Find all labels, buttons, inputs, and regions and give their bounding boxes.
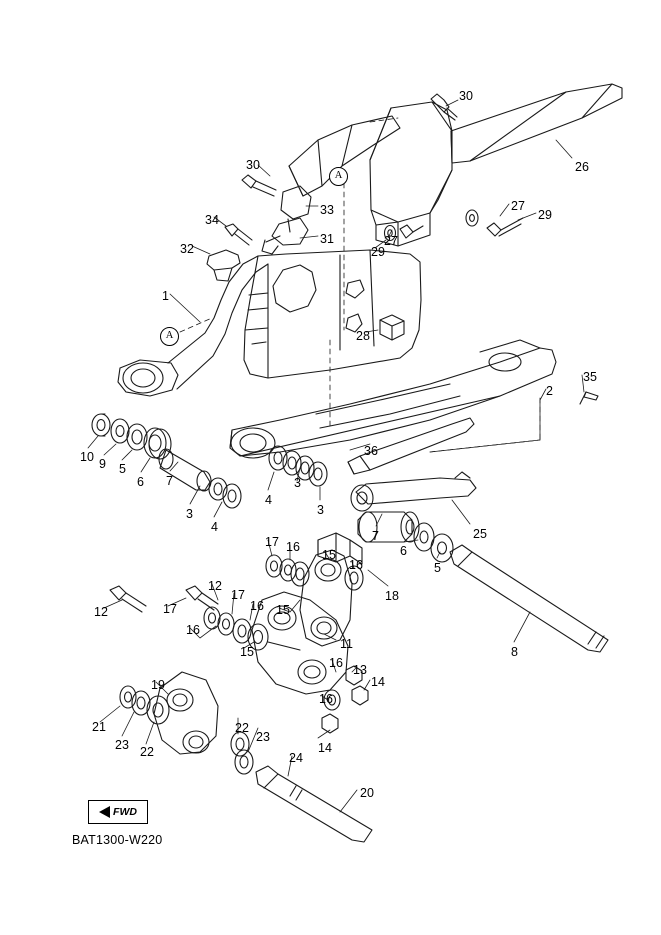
- part-number-label: 16: [186, 623, 200, 637]
- part-upper-bracket: [370, 102, 452, 246]
- part-number-label: 17: [265, 535, 279, 549]
- part-relay-rod-25: [351, 472, 476, 511]
- part-number-label: 5: [434, 561, 441, 575]
- part-connecting-rod-15-upper: [300, 550, 352, 646]
- part-number-label: 3: [186, 507, 193, 521]
- part-number-label: 30: [459, 89, 473, 103]
- part-number-label: 3: [294, 476, 301, 490]
- washers-16-17-mid: [204, 607, 268, 650]
- part-upper-arm-26: [451, 84, 622, 163]
- part-number-label: 7: [166, 474, 173, 488]
- part-32-clamp: [207, 250, 240, 281]
- part-number-label: 24: [289, 751, 303, 765]
- part-number-label: 14: [318, 741, 332, 755]
- section-callout-a-top: A: [329, 167, 348, 186]
- part-number-label: 29: [371, 245, 385, 259]
- part-number-label: 5: [119, 462, 126, 476]
- part-number-label: 32: [180, 242, 194, 256]
- part-number-label: 2: [546, 384, 553, 398]
- left-arrow-icon: [99, 806, 110, 818]
- part-number-label: 20: [360, 786, 374, 800]
- part-number-label: 25: [473, 527, 487, 541]
- part-number-label: 34: [205, 213, 219, 227]
- part-number-label: 35: [583, 370, 597, 384]
- part-number-label: 4: [265, 493, 272, 507]
- part-number-label: 27: [384, 234, 398, 248]
- part-number-label: 11: [340, 637, 353, 651]
- part-number-label: 1: [162, 289, 169, 303]
- part-number-label: 4: [211, 520, 218, 534]
- part-number-label: 14: [371, 675, 385, 689]
- section-callout-a-left: A: [160, 327, 179, 346]
- part-number-label: 16: [286, 540, 300, 554]
- part-number-label: 22: [235, 721, 249, 735]
- part-number-label: 15: [322, 548, 336, 562]
- part-number-label: 7: [372, 529, 379, 543]
- part-number-label: 29: [538, 208, 552, 222]
- washer-5-center: [431, 534, 453, 562]
- part-swingarm-lower-2: [230, 340, 556, 458]
- part-number-label: 17: [231, 588, 245, 602]
- fwd-label: FWD: [113, 806, 137, 818]
- part-number-label: 10: [80, 450, 94, 464]
- part-number-label: 15: [276, 603, 290, 617]
- part-number-label: 18: [385, 589, 399, 603]
- part-number-label: 30: [246, 158, 260, 172]
- bolt-20: [256, 766, 372, 842]
- part-number-label: 16: [349, 558, 363, 572]
- part-number-label: 33: [320, 203, 334, 217]
- bolt-34: [225, 224, 252, 245]
- nut-28: [380, 315, 404, 340]
- part-number-label: 9: [99, 457, 106, 471]
- part-swingarm-1: [118, 250, 421, 396]
- part-number-label: 16: [329, 656, 343, 670]
- bolt-30-left: [242, 175, 276, 196]
- part-number-label: 23: [115, 738, 129, 752]
- part-number-label: 28: [356, 329, 370, 343]
- fwd-orientation-marker: [88, 800, 148, 824]
- part-number-label: 8: [511, 645, 518, 659]
- part-number-label: 12: [208, 579, 222, 593]
- bolt-12-left: [110, 586, 146, 612]
- collar-7-center: [358, 512, 419, 542]
- part-number-label: 31: [320, 232, 334, 246]
- bolt-8: [450, 545, 608, 652]
- part-number-label: 23: [256, 730, 270, 744]
- axle-collar-stack-left: [92, 414, 241, 508]
- part-35-pin: [580, 392, 598, 404]
- part-number-label: 26: [575, 160, 589, 174]
- part-number-label: 6: [400, 544, 407, 558]
- part-number-label: 16: [250, 599, 264, 613]
- part-number-label: 19: [151, 678, 165, 692]
- diagram-code: BAT1300-W220: [72, 833, 163, 847]
- part-number-label: 6: [137, 475, 144, 489]
- part-number-label: 15: [240, 645, 254, 659]
- part-number-label: 36: [364, 444, 378, 458]
- part-number-label: 17: [163, 602, 177, 616]
- part-number-label: 22: [140, 745, 154, 759]
- part-number-label: 12: [94, 605, 108, 619]
- part-number-label: 21: [92, 720, 106, 734]
- washers-22-23-lower: [231, 732, 253, 774]
- part-number-label: 13: [353, 663, 367, 677]
- part-number-label: 16: [319, 692, 333, 706]
- part-number-label: 27: [511, 199, 525, 213]
- bolts-27-29-right: [466, 210, 523, 236]
- part-number-label: 3: [317, 503, 324, 517]
- leader-lines: [88, 100, 584, 812]
